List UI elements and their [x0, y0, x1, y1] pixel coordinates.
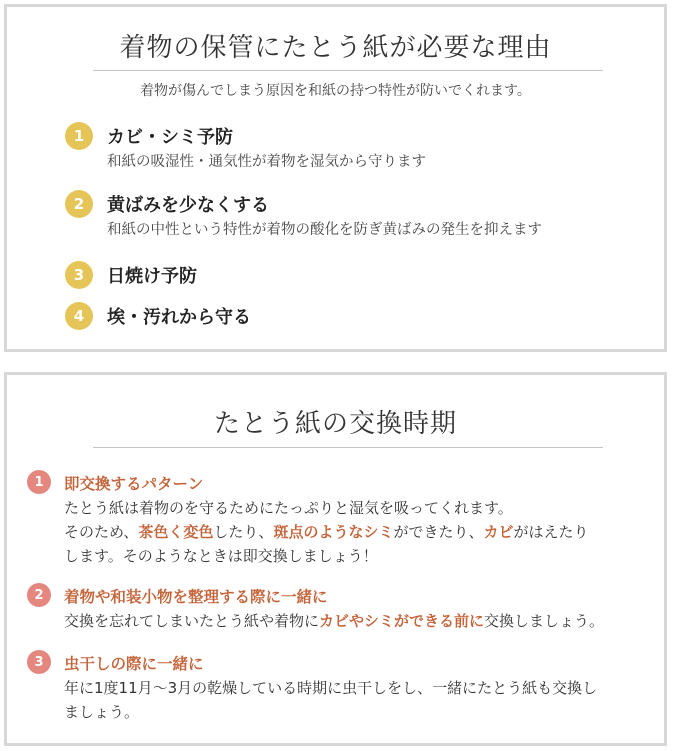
reason-heading: 日焼け予防 — [107, 266, 197, 287]
replacement-title: たとう紙の交換時期 — [213, 409, 457, 439]
reason-description: 和紙の吸湿性・通気性が着物を湿気から守ります — [107, 154, 426, 170]
text-segment: がはえたり — [513, 523, 589, 541]
text-segment: 交換を忘れてしまいたとう紙や着物に — [64, 612, 320, 630]
text-segment: そのため、 — [64, 523, 139, 541]
highlight-text: 斑点のようなシミ — [273, 523, 394, 541]
text-segment: 交換しましょう。 — [484, 612, 605, 630]
timing-heading: 虫干しの際に一緒に — [64, 655, 204, 673]
number-badge: 3 — [27, 650, 51, 674]
number-badge: 4 — [65, 302, 93, 330]
timing-text — [64, 521, 589, 542]
text-segment: したり、 — [213, 523, 274, 541]
timing-heading: 着物や和装小物を整理する際に一緒に — [64, 588, 328, 606]
timing-text: 年に1度11月〜3月の乾燥している時期に虫干しをし、一緒にたとう紙も交換し — [64, 679, 598, 697]
reason-heading: 黄ばみを少なくする — [107, 195, 269, 216]
title-divider — [93, 447, 603, 448]
highlight-text: カビやシミができる前に — [319, 612, 485, 630]
reason-description: 和紙の中性という特性が着物の酸化を防ぎ黄ばみの発生を抑えます — [107, 222, 542, 238]
timing-text — [64, 610, 604, 631]
number-badge: 1 — [65, 122, 93, 150]
highlight-text: カビ — [483, 523, 514, 541]
reasons-title: 着物の保管にたとう紙が必要な理由 — [119, 33, 552, 63]
reasons-card — [4, 4, 667, 352]
number-badge: 2 — [65, 190, 93, 218]
reason-heading: 埃・汚れから守る — [107, 307, 251, 328]
number-badge: 1 — [27, 470, 51, 494]
reason-heading: カビ・シミ予防 — [107, 127, 233, 148]
timing-text: ましょう。 — [64, 703, 140, 721]
reasons-subtitle: 着物が傷んでしまう原因を和紙の持つ特性が防いでくれます。 — [140, 83, 531, 99]
text-segment: ができたり、 — [393, 523, 484, 541]
timing-text: します。そのようなときは即交換しましょう！ — [64, 547, 378, 565]
timing-text: たとう紙は着物のを守るためにたっぷりと湿気を吸ってくれます。 — [64, 499, 513, 517]
highlight-text: 茶色く変色 — [138, 523, 214, 541]
number-badge: 2 — [27, 583, 51, 607]
replacement-card — [4, 372, 667, 746]
timing-heading: 即交換するパターン — [64, 475, 204, 493]
number-badge: 3 — [65, 261, 93, 289]
title-divider — [93, 70, 603, 71]
